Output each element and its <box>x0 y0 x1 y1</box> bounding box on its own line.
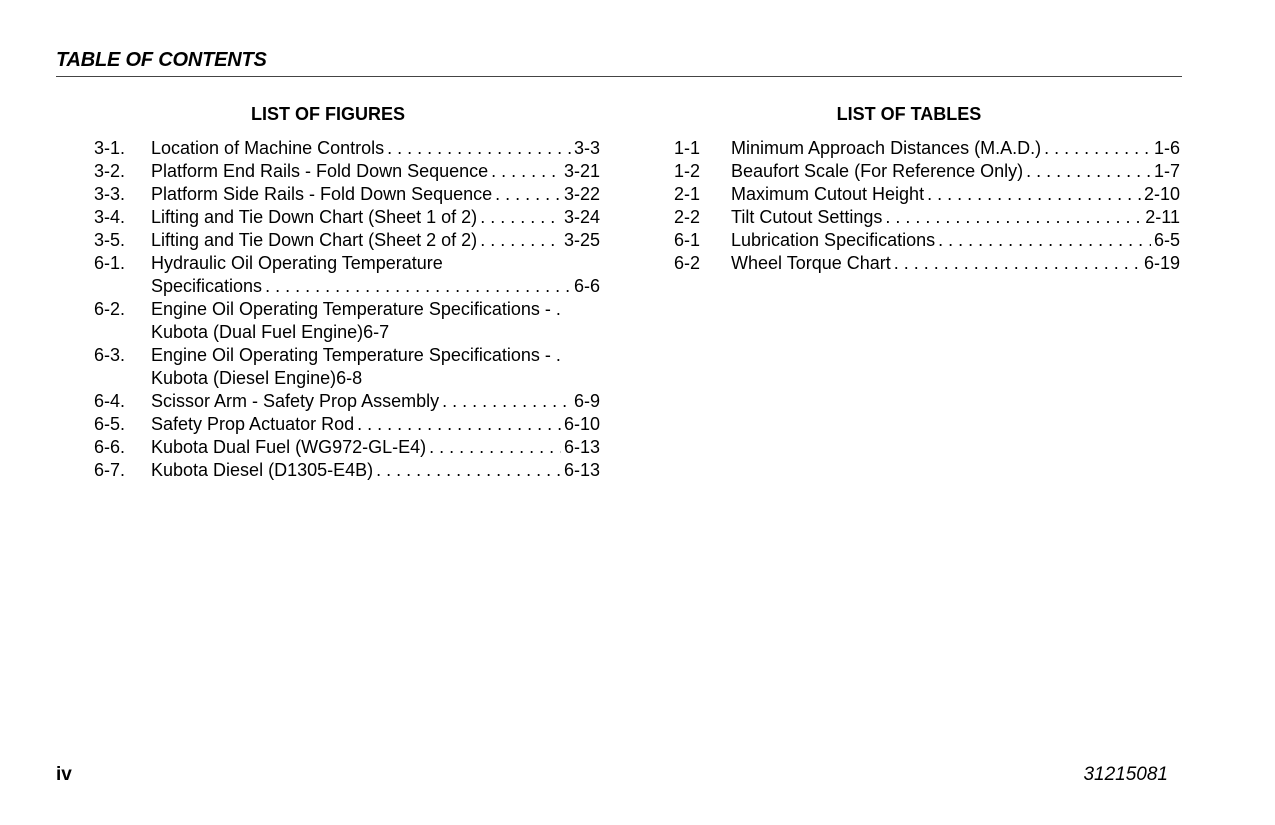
figure-number: 6-3. <box>94 345 126 365</box>
figure-title: Kubota (Diesel Engine)6-8 <box>151 368 363 388</box>
table-entry[interactable] <box>674 252 1180 275</box>
figure-entry-line <box>151 344 600 367</box>
figure-entry-line <box>151 436 600 459</box>
page-number: iv <box>56 764 72 785</box>
figure-entry-line <box>151 298 600 321</box>
figure-entry-body <box>151 160 600 183</box>
dot-leader <box>1044 137 1151 160</box>
table-page: 6-19 <box>1143 253 1180 273</box>
table-entry-line <box>731 252 1180 275</box>
figure-entry[interactable] <box>94 436 600 459</box>
figure-title: Lifting and Tie Down Chart (Sheet 2 of 2) <box>151 230 478 250</box>
figure-entry[interactable] <box>94 413 600 436</box>
table-entry-body <box>731 229 1180 252</box>
figure-number: 6-7. <box>94 460 126 480</box>
table-entry-body <box>731 183 1180 206</box>
figure-title: Safety Prop Actuator Rod <box>151 414 355 434</box>
table-title: Minimum Approach Distances (M.A.D.) <box>731 138 1042 158</box>
figure-entry-body <box>151 206 600 229</box>
figure-title: Specifications <box>151 276 263 296</box>
figure-entry-body <box>151 298 600 344</box>
table-page: 2-11 <box>1145 207 1180 227</box>
figure-entry-body <box>151 183 600 206</box>
figure-page: 6-9 <box>573 391 600 411</box>
table-title: Wheel Torque Chart <box>731 253 891 273</box>
table-entry-body <box>731 252 1180 275</box>
tables-list <box>674 137 1180 275</box>
list-of-tables <box>674 102 1180 275</box>
figure-number: 6-2. <box>94 299 126 319</box>
figure-page: 6-6 <box>573 276 600 296</box>
figure-number: 3-2. <box>94 161 126 181</box>
figure-entry[interactable] <box>94 137 600 160</box>
figure-entry-body <box>151 436 600 459</box>
document-number: 31215081 <box>1083 764 1168 785</box>
figure-entry[interactable] <box>94 229 600 252</box>
figure-entry[interactable] <box>94 160 600 183</box>
figure-page: 3-25 <box>563 230 600 250</box>
figure-entry-line <box>151 183 600 206</box>
table-title: Beaufort Scale (For Reference Only) <box>731 161 1024 181</box>
figure-title: Hydraulic Oil Operating Temperature <box>151 253 443 273</box>
figure-number: 3-4. <box>94 207 126 227</box>
figure-page: 6-13 <box>563 437 600 457</box>
list-of-tables-title: LIST OF TABLES <box>836 104 982 124</box>
table-number: 2-2 <box>674 207 701 227</box>
table-title: Tilt Cutout Settings <box>731 207 883 227</box>
dot-leader <box>357 413 561 436</box>
table-title: Maximum Cutout Height <box>731 184 925 204</box>
figure-title: Kubota (Dual Fuel Engine)6-7 <box>151 322 390 342</box>
figure-page: 3-24 <box>563 207 600 227</box>
figure-entry-line <box>151 160 600 183</box>
figure-entry-line <box>151 229 600 252</box>
figure-entry-body <box>151 459 600 482</box>
table-entry[interactable] <box>674 206 1180 229</box>
dot-leader <box>387 137 571 160</box>
figure-page: 3-21 <box>563 161 600 181</box>
figure-entry-line <box>151 459 600 482</box>
figure-entry[interactable] <box>94 344 600 390</box>
figure-entry-line <box>151 137 600 160</box>
figure-number: 3-1. <box>94 138 126 158</box>
dot-leader <box>491 160 561 183</box>
figure-title: Engine Oil Operating Temperature Specifications - . <box>151 345 561 365</box>
dot-leader <box>927 183 1141 206</box>
table-page: 1-7 <box>1153 161 1180 181</box>
figure-page: 6-13 <box>563 460 600 480</box>
figure-entry-body <box>151 252 600 298</box>
dot-leader <box>442 390 571 413</box>
list-of-figures-title: LIST OF FIGURES <box>250 104 405 124</box>
table-entry[interactable] <box>674 137 1180 160</box>
table-entry-line <box>731 183 1180 206</box>
figure-number: 6-6. <box>94 437 126 457</box>
figure-entry-body <box>151 390 600 413</box>
table-entry-body <box>731 137 1180 160</box>
figure-entry-line <box>151 413 600 436</box>
figure-entry-line <box>151 321 600 344</box>
figure-title: Engine Oil Operating Temperature Specifications - . <box>151 299 561 319</box>
table-entry-body <box>731 206 1180 229</box>
dot-leader <box>495 183 561 206</box>
table-number: 6-2 <box>674 253 701 273</box>
figure-entry-line <box>151 367 600 390</box>
dot-leader <box>265 275 571 298</box>
figure-number: 3-3. <box>94 184 126 204</box>
figure-title: Scissor Arm - Safety Prop Assembly <box>151 391 440 411</box>
figure-entry[interactable] <box>94 298 600 344</box>
dot-leader <box>938 229 1151 252</box>
page-title: TABLE OF CONTENTS <box>56 49 267 71</box>
figure-entry-line <box>151 390 600 413</box>
table-page: 2-10 <box>1143 184 1180 204</box>
figure-title: Platform Side Rails - Fold Down Sequence <box>151 184 493 204</box>
figure-number: 3-5. <box>94 230 126 250</box>
table-entry[interactable] <box>674 160 1180 183</box>
table-entry-line <box>731 160 1180 183</box>
figure-entry-line <box>151 252 600 275</box>
table-number: 1-2 <box>674 161 701 181</box>
table-entry-line <box>731 229 1180 252</box>
figure-number: 6-4. <box>94 391 126 411</box>
figure-page: 6-10 <box>563 414 600 434</box>
dot-leader <box>480 206 561 229</box>
table-entry[interactable] <box>674 229 1180 252</box>
figure-entry[interactable] <box>94 252 600 298</box>
table-title: Lubrication Specifications <box>731 230 936 250</box>
table-entry[interactable] <box>674 183 1180 206</box>
figure-title: Lifting and Tie Down Chart (Sheet 1 of 2) <box>151 207 478 227</box>
figure-number: 6-1. <box>94 253 126 273</box>
figure-entry-line <box>151 206 600 229</box>
figure-entry[interactable] <box>94 183 600 206</box>
page-header <box>56 46 1182 77</box>
dot-leader <box>894 252 1141 275</box>
table-page: 1-6 <box>1153 138 1180 158</box>
figure-entry-body <box>151 229 600 252</box>
figure-title: Kubota Diesel (D1305-E4B) <box>151 460 374 480</box>
figure-entry-body <box>151 137 600 160</box>
figure-title: Location of Machine Controls <box>151 138 385 158</box>
table-page: 6-5 <box>1153 230 1180 250</box>
table-number: 2-1 <box>674 184 701 204</box>
figure-entry[interactable] <box>94 206 600 229</box>
figure-page: 3-22 <box>563 184 600 204</box>
table-number: 6-1 <box>674 230 701 250</box>
figure-entry[interactable] <box>94 390 600 413</box>
dot-leader <box>376 459 561 482</box>
table-entry-line <box>731 137 1180 160</box>
figure-entry[interactable] <box>94 459 600 482</box>
figure-title: Platform End Rails - Fold Down Sequence <box>151 161 489 181</box>
figures-list <box>94 137 600 482</box>
table-entry-line <box>731 206 1180 229</box>
figure-entry-line <box>151 275 600 298</box>
dot-leader <box>480 229 561 252</box>
figure-entry-body <box>151 413 600 436</box>
dot-leader <box>885 206 1142 229</box>
figure-title: Kubota Dual Fuel (WG972-GL-E4) <box>151 437 427 457</box>
table-number: 1-1 <box>674 138 701 158</box>
list-of-figures <box>94 102 600 482</box>
dot-leader <box>429 436 561 459</box>
dot-leader <box>1026 160 1151 183</box>
table-entry-body <box>731 160 1180 183</box>
figure-entry-body <box>151 344 600 390</box>
figure-number: 6-5. <box>94 414 126 434</box>
figure-page: 3-3 <box>573 138 600 158</box>
